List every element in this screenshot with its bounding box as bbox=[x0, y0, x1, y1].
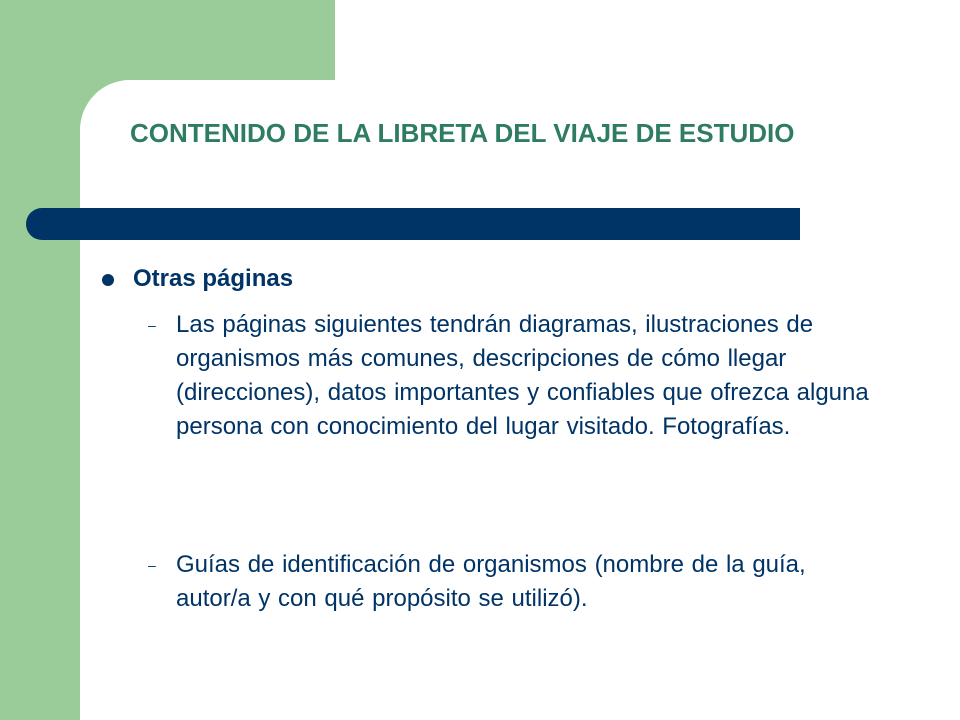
slide-title: CONTENIDO DE LA LIBRETA DEL VIAJE DE ESTUDIO bbox=[130, 118, 795, 148]
sub-bullet-text: Las páginas siguientes tendrán diagramas, ilustraciones de organismos más comunes, descripciones de cómo llegar (direcciones), datos importantes y confiables que ofrezca alguna persona con conocimiento del lugar visitado. Fotografías. bbox=[176, 311, 869, 440]
bullet-dot-icon bbox=[102, 274, 114, 286]
sub-bullet-text: Guías de identificación de organismos (nombre de la guía, autor/a y con qué propósito se utilizó). bbox=[176, 551, 806, 612]
bullet-label: Otras páginas bbox=[133, 265, 294, 292]
dash-icon: – bbox=[148, 317, 156, 333]
title-underline-bar bbox=[26, 208, 800, 240]
dash-icon: – bbox=[148, 557, 156, 573]
